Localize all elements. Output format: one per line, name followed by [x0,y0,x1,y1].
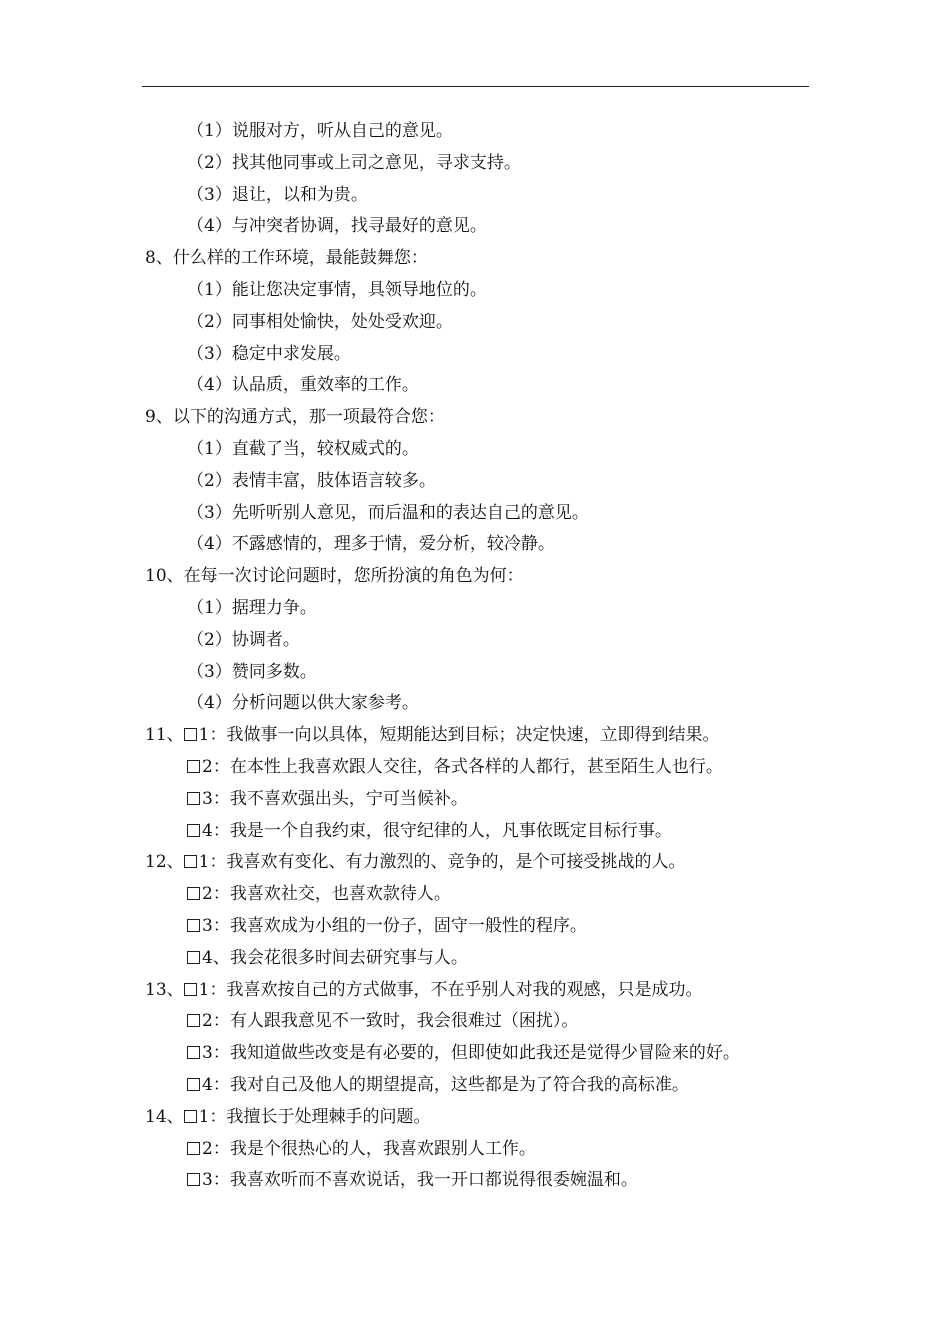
q12-option-1: 1：我喜欢有变化、有力激烈的、竞争的，是个可接受挑战的人。 [198,852,686,873]
q13-number: 13、 [145,979,184,1000]
q12-option-4: 4、我会花很多时间去研究事与人。 [202,947,468,968]
q11-option-3-row [0,784,950,816]
checkbox-icon[interactable] [187,824,200,837]
q13-option-1-row [0,975,950,1007]
q9-question: 9、以下的沟通方式，那一项最符合您： [145,407,445,428]
q12-option-1-row [0,847,950,879]
q12-option-2: 2：我喜欢社交，也喜欢款待人。 [202,884,451,905]
q12-number: 12、 [145,852,184,873]
q11-option-4-row [0,816,950,848]
q7-option-2: （2）找其他同事或上司之意见，寻求支持。 [187,152,521,173]
q9-option-2: （2）表情丰富，肢体语言较多。 [187,470,436,491]
q13-option-2: 2：有人跟我意见不一致时，我会很难过（困扰）。 [202,1011,579,1032]
q11-number: 11、 [145,725,184,746]
q14-option-1: 1：我擅长于处理棘手的问题。 [198,1106,431,1127]
q9-option-3: （3）先听听别人意见，而后温和的表达自己的意见。 [187,502,589,523]
q14-option-3-row [0,1165,950,1197]
q13-option-2-row [0,1006,950,1038]
q8-option-1: （1）能让您决定事情，具领导地位的。 [187,279,487,300]
checkbox-icon[interactable] [187,951,200,964]
q11-option-3: 3：我不喜欢强出头，宁可当候补。 [202,788,468,809]
checkbox-icon[interactable] [184,983,197,996]
q10-option-2: （2）协调者。 [187,629,300,650]
q14-option-1-row [0,1102,950,1134]
q11-option-1: 1：我做事一向以具体，短期能达到目标；决定快速，立即得到结果。 [198,725,720,746]
checkbox-icon[interactable] [187,760,200,773]
checkbox-icon[interactable] [187,792,200,805]
q12-option-3: 3：我喜欢成为小组的一份子，固守一般性的程序。 [202,915,587,936]
q13-option-1: 1：我喜欢按自己的方式做事，不在乎别人对我的观感，只是成功。 [198,979,703,1000]
q13-option-4: 4：我对自己及他人的期望提高，这些都是为了符合我的高标准。 [202,1074,689,1095]
q14-option-2-row [0,1134,950,1166]
q8-option-2: （2）同事相处愉快，处处受欢迎。 [187,311,453,332]
checkbox-icon[interactable] [184,1110,197,1123]
q12-option-4-row [0,943,950,975]
q11-option-1-row [0,720,950,752]
checkbox-icon[interactable] [184,855,197,868]
header-rule [142,86,809,87]
q13-option-3-row [0,1038,950,1070]
q8-option-3: （3）稳定中求发展。 [187,343,351,364]
questionnaire-content [0,116,950,1197]
q7-option-1: （1）说服对方，听从自己的意见。 [187,121,453,141]
q10-option-3: （3）赞同多数。 [187,661,317,682]
checkbox-icon[interactable] [184,728,197,741]
q11-option-2-row [0,752,950,784]
q14-option-3: 3：我喜欢听而不喜欢说话，我一开口都说得很委婉温和。 [202,1170,638,1191]
q14-option-2: 2：我是个很热心的人，我喜欢跟别人工作。 [202,1138,536,1159]
checkbox-icon[interactable] [187,1173,200,1186]
q8-option-4: （4）认品质，重效率的工作。 [187,375,419,396]
q12-option-2-row [0,879,950,911]
checkbox-icon[interactable] [187,919,200,932]
q9-option-4: （4）不露感情的，理多于情，爱分析，较冷静。 [187,534,555,555]
q10-question: 10、在每一次讨论问题时，您所扮演的角色为何： [145,566,524,587]
checkbox-icon[interactable] [187,1142,200,1155]
checkbox-icon[interactable] [187,1014,200,1027]
checkbox-icon[interactable] [187,887,200,900]
q11-option-4: 4：我是一个自我约束，很守纪律的人，凡事依既定目标行事。 [202,820,672,841]
q9-option-1: （1）直截了当，较权威式的。 [187,438,419,459]
q10-option-4: （4）分析问题以供大家参考。 [187,693,419,714]
q8-question: 8、什么样的工作环境，最能鼓舞您： [145,248,428,269]
checkbox-icon[interactable] [187,1046,200,1059]
q12-option-3-row [0,911,950,943]
q10-option-1: （1）据理力争。 [187,597,317,618]
q14-number: 14、 [145,1106,184,1127]
q13-option-4-row [0,1070,950,1102]
q7-option-3: （3）退让，以和为贵。 [187,184,368,205]
q7-option-4: （4）与冲突者协调，找寻最好的意见。 [187,216,487,237]
q11-option-2: 2：在本性上我喜欢跟人交往，各式各样的人都行，甚至陌生人也行。 [202,756,723,777]
checkbox-icon[interactable] [187,1078,200,1091]
q13-option-3: 3：我知道做些改变是有必要的，但即使如此我还是觉得少冒险来的好。 [202,1043,740,1064]
